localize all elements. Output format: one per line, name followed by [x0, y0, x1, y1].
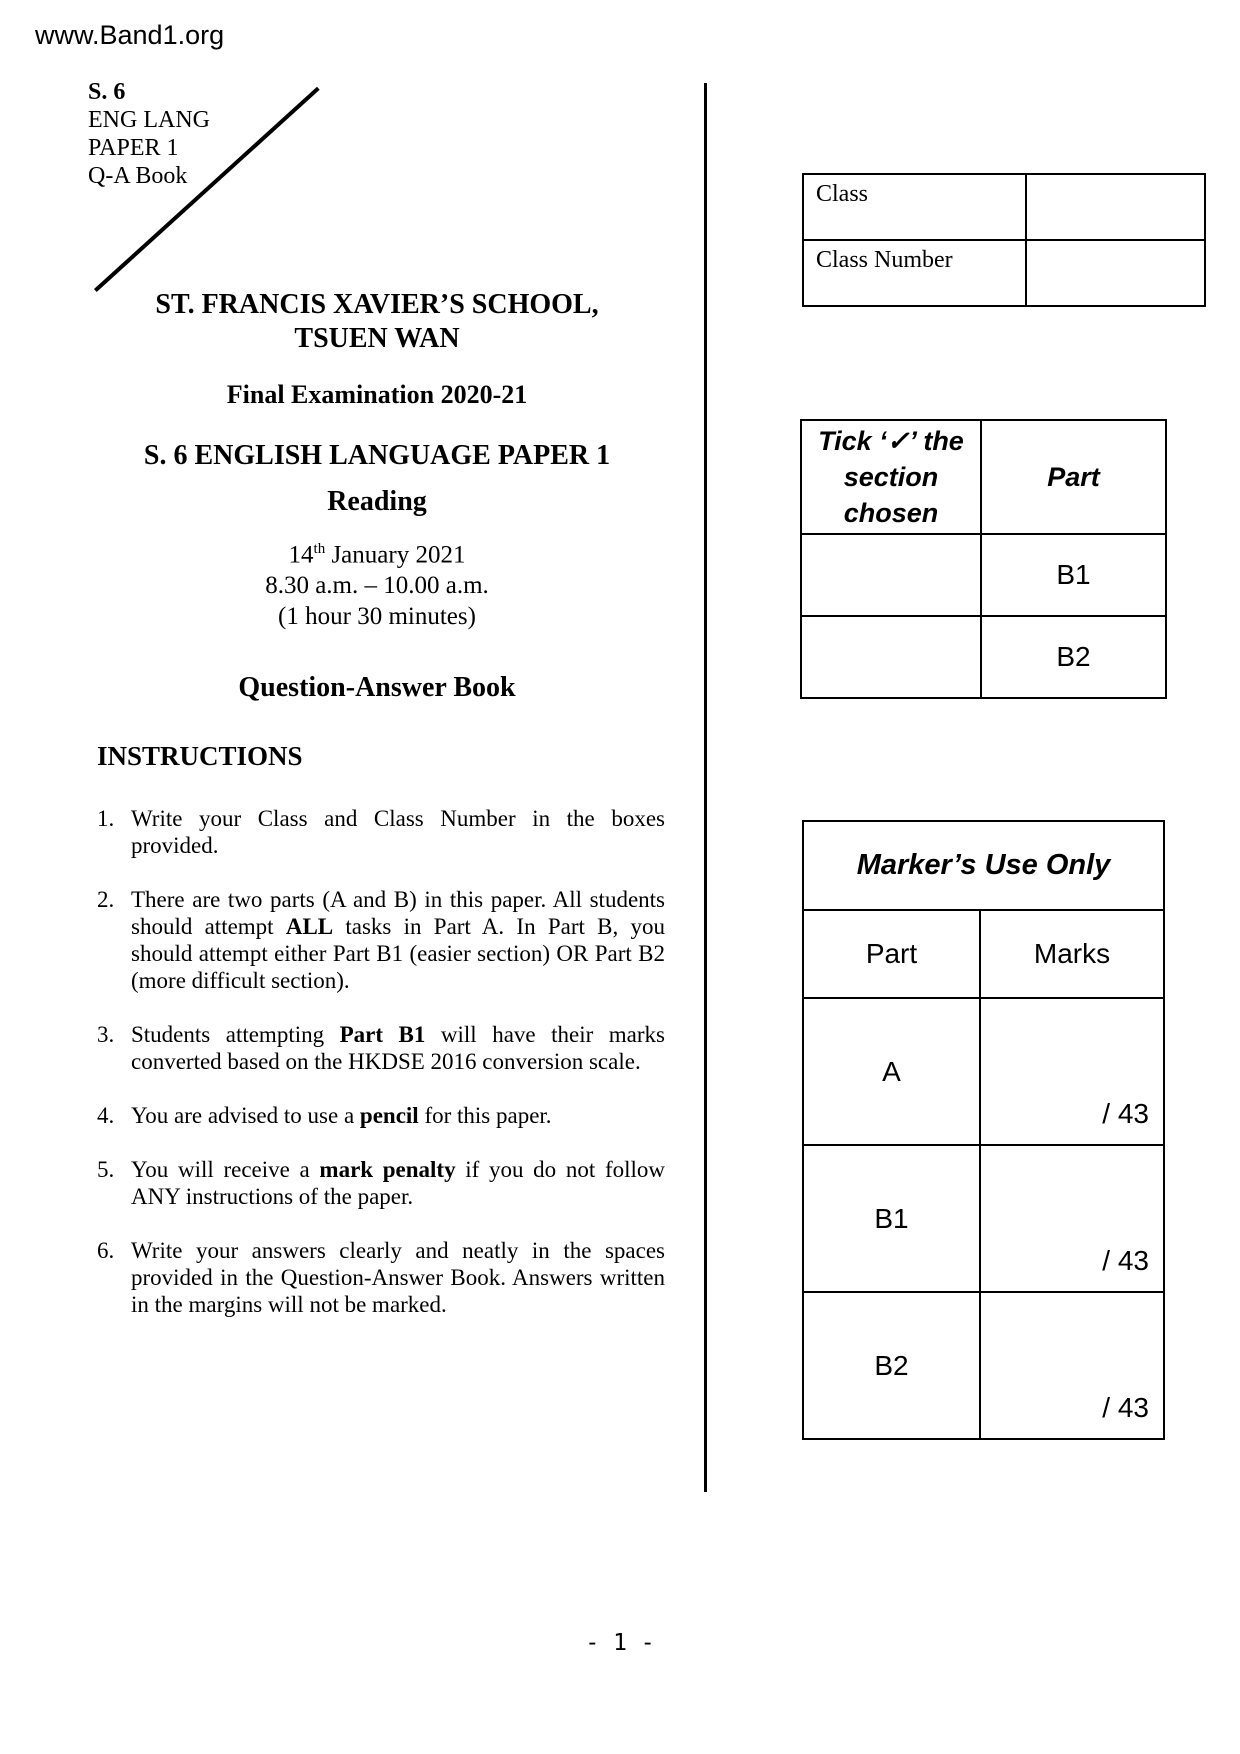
school-name-line1: ST. FRANCIS XAVIER’S SCHOOL, — [155, 289, 599, 320]
marker-header-row — [803, 910, 1164, 998]
tick-instruction-header: Tick ‘✓’ the section chosen — [801, 420, 981, 534]
paper-corner-label — [88, 78, 210, 190]
section-tick-table — [800, 419, 1167, 699]
corner-line-book: Q-A Book — [88, 163, 188, 189]
instruction-number: 1. — [97, 806, 115, 831]
marker-marks-a: / 43 — [980, 998, 1164, 1145]
instruction-number: 6. — [97, 1238, 115, 1263]
class-label: Class — [803, 174, 1026, 240]
class-number-value-cell — [1026, 240, 1205, 306]
instructions-list — [97, 805, 665, 1318]
marker-row-b2 — [803, 1292, 1164, 1439]
marker-marks-b1: / 43 — [980, 1145, 1164, 1292]
class-number-label: Class Number — [803, 240, 1026, 306]
marker-part-header: Part — [803, 910, 980, 998]
ordinal-superscript: th — [313, 541, 326, 557]
marker-row-b1 — [803, 1145, 1164, 1292]
marker-row-a — [803, 998, 1164, 1145]
instruction-text: There are two parts (A and B) in this paper. All students should attempt ALL tasks in Part A. In Part B, you should attempt either Part B1 (easier section) OR Part B2 (more difficult section). — [131, 887, 665, 993]
marker-table-title: Marker’s Use Only — [803, 821, 1164, 910]
instruction-text: You will receive a mark penalty if you do not follow ANY instructions of the paper. — [131, 1157, 665, 1209]
instructions-section — [97, 742, 665, 1345]
instruction-number: 2. — [97, 887, 115, 912]
marker-marks-header: Marks — [980, 910, 1164, 998]
marker-part-b1: B1 — [803, 1145, 980, 1292]
class-value-cell — [1026, 174, 1205, 240]
book-title: Question-Answer Book — [238, 672, 516, 704]
part-label-b2: B2 — [981, 616, 1166, 698]
instruction-text: Write your answers clearly and neatly in the spaces provided in the Question-Answer Book. Answers written in the margins will not be marked. — [131, 1238, 665, 1317]
instruction-number: 4. — [97, 1103, 115, 1128]
paper-subtitle: Reading — [327, 486, 427, 517]
corner-line-subject: ENG LANG — [88, 107, 210, 133]
marker-title-row — [803, 821, 1164, 910]
instruction-item-2 — [97, 886, 665, 994]
corner-line-paper: PAPER 1 — [88, 135, 179, 161]
instruction-number: 3. — [97, 1022, 115, 1047]
tick-cell-b1 — [801, 534, 981, 616]
marker-part-a: A — [803, 998, 980, 1145]
instruction-item-5 — [97, 1156, 665, 1210]
instruction-item-4 — [97, 1102, 665, 1129]
exam-duration: (1 hour 30 minutes) — [278, 603, 476, 631]
exam-time: 8.30 a.m. – 10.00 a.m. — [265, 572, 489, 600]
page-number: - 1 - — [585, 1630, 655, 1656]
marker-marks-b2: / 43 — [980, 1292, 1164, 1439]
instruction-number: 5. — [97, 1157, 115, 1182]
class-info-table — [802, 173, 1206, 307]
tick-row-b1 — [801, 534, 1166, 616]
corner-line-form: S. 6 — [88, 79, 126, 105]
marker-use-table — [802, 820, 1165, 1440]
instruction-item-6 — [97, 1237, 665, 1318]
class-number-row — [803, 240, 1205, 306]
exam-date: 14th January 2021 — [288, 541, 466, 569]
paper-title: S. 6 ENGLISH LANGUAGE PAPER 1 — [143, 440, 611, 471]
tick-row-b2 — [801, 616, 1166, 698]
instruction-text: Write your Class and Class Number in the boxes provided. — [131, 806, 665, 858]
school-name-line2: TSUEN WAN — [294, 323, 460, 354]
instruction-text: You are advised to use a pencil for this paper. — [131, 1103, 552, 1128]
exam-header — [88, 288, 666, 704]
instructions-heading: INSTRUCTIONS — [97, 741, 303, 771]
instruction-item-3 — [97, 1021, 665, 1075]
part-header: Part — [981, 420, 1166, 534]
exam-title: Final Examination 2020-21 — [226, 380, 528, 409]
instruction-text: Students attempting Part B1 will have their marks converted based on the HKDSE 2016 conversion scale. — [131, 1022, 665, 1074]
tick-table-header-row — [801, 420, 1166, 534]
marker-part-b2: B2 — [803, 1292, 980, 1439]
vertical-divider — [704, 83, 707, 1492]
class-row — [803, 174, 1205, 240]
part-label-b1: B1 — [981, 534, 1166, 616]
tick-cell-b2 — [801, 616, 981, 698]
instruction-item-1 — [97, 805, 665, 859]
watermark-url: www.Band1.org — [35, 20, 225, 50]
